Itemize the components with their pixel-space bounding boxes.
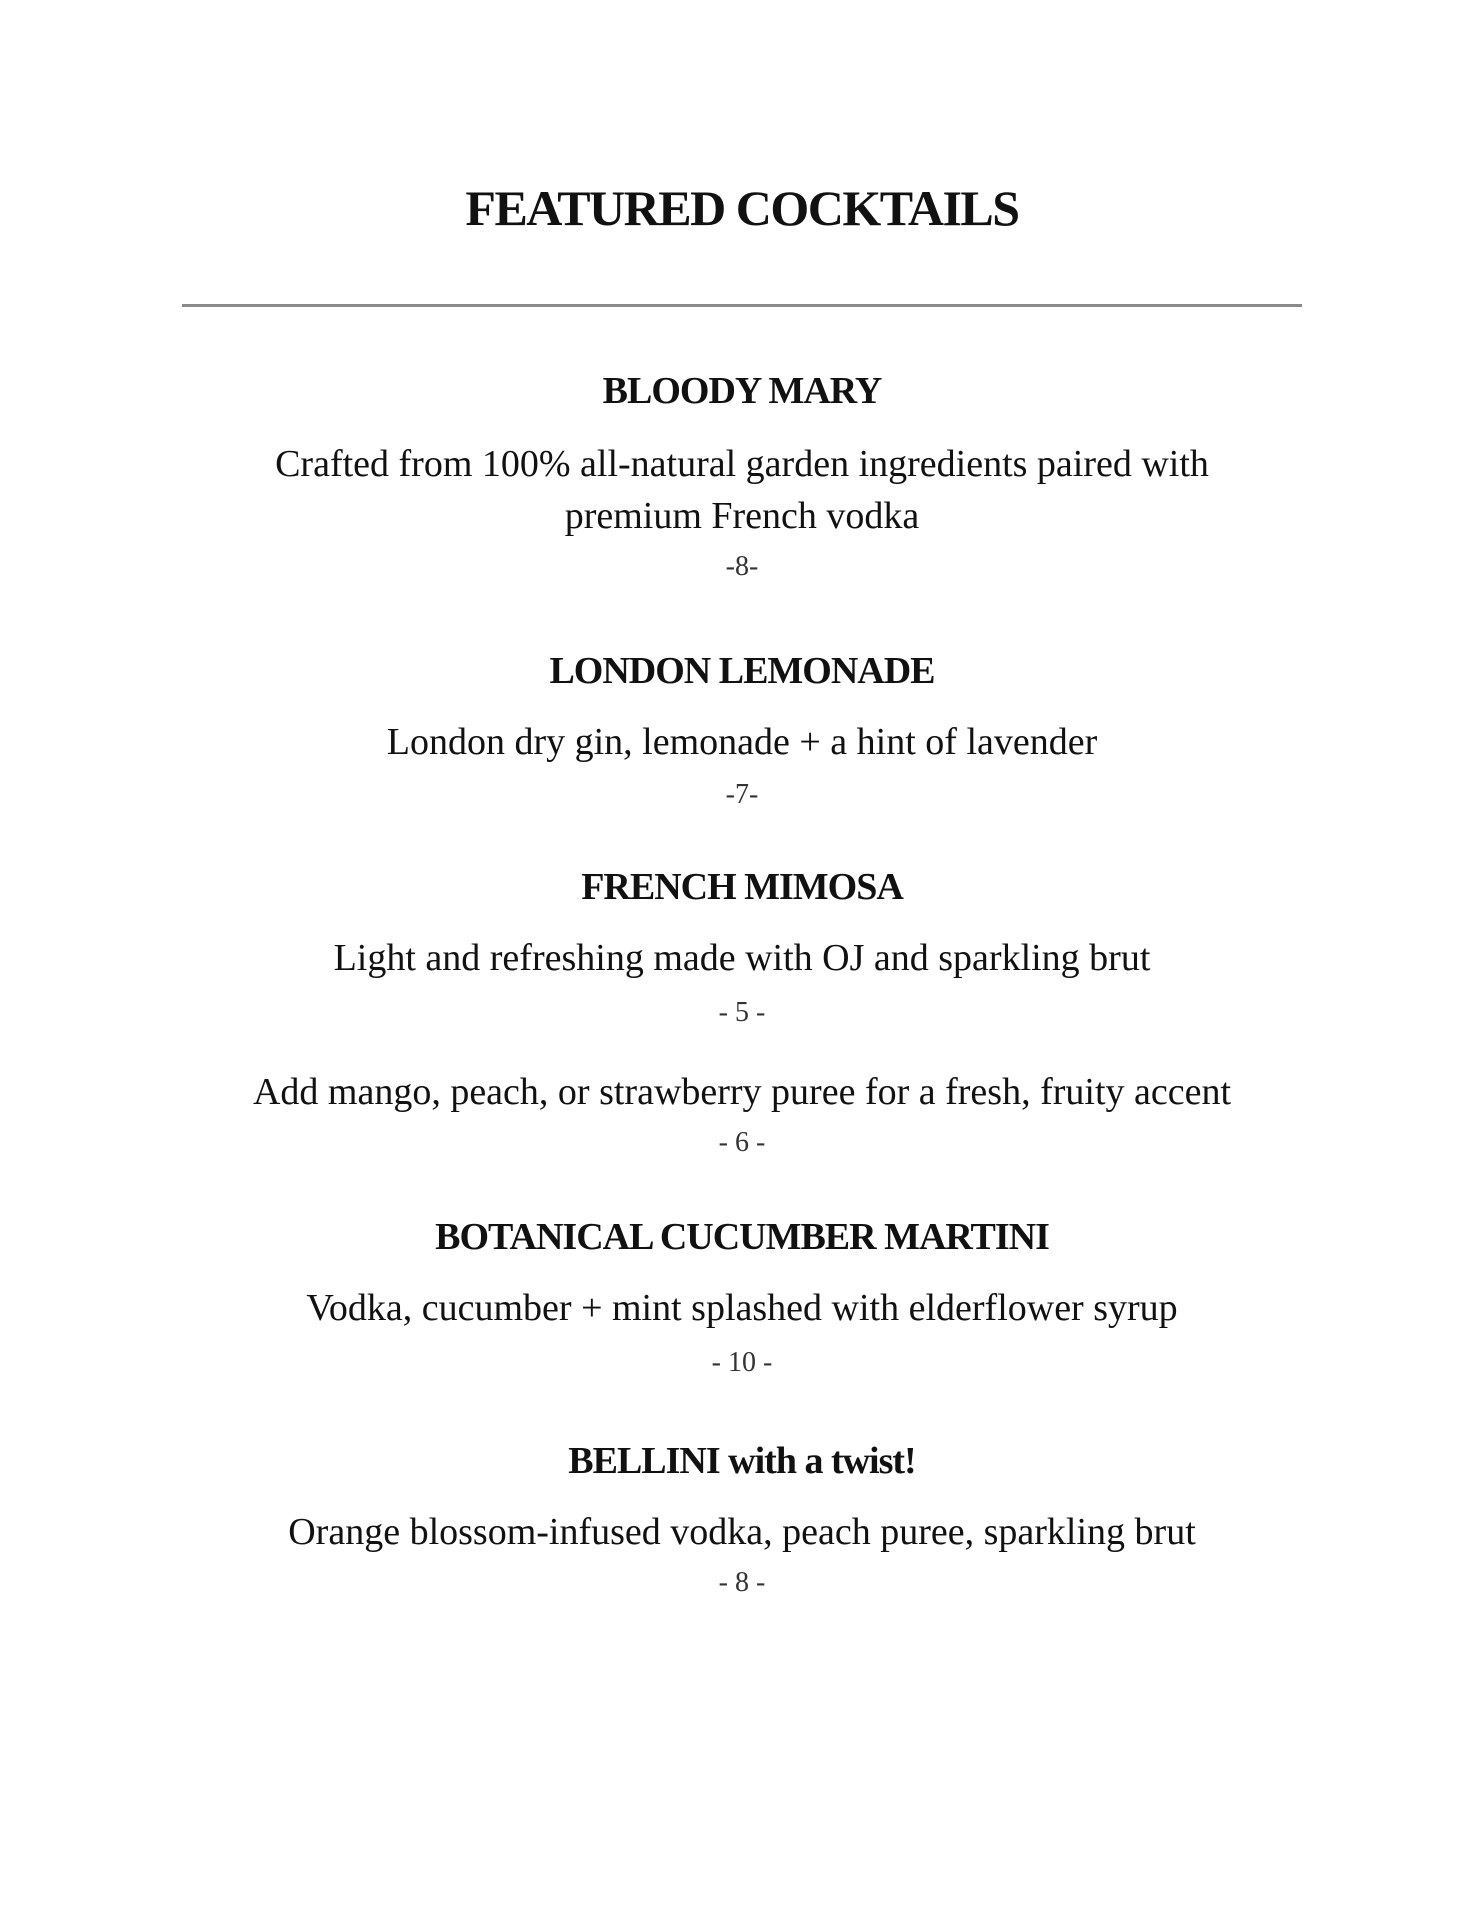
item-price-bellini: - 8 - bbox=[718, 1567, 766, 1598]
item-addon-description-french-mimosa: Add mango, peach, or strawberry puree for a fresh, fruity accent bbox=[252, 1071, 1232, 1113]
item-description-french-mimosa: Light and refreshing made with OJ and sparkling brut bbox=[333, 937, 1151, 979]
item-name-french-mimosa: FRENCH MIMOSA bbox=[581, 866, 903, 908]
item-description-bellini: Orange blossom-infused vodka, peach puree, sparkling brut bbox=[288, 1511, 1196, 1553]
item-name-london-lemonade: LONDON LEMONADE bbox=[549, 650, 935, 692]
item-description-bloody-mary-line1: Crafted from 100% all-natural garden ingredients paired with bbox=[275, 443, 1209, 485]
item-name-bellini: BELLINI with a twist! bbox=[568, 1440, 916, 1482]
item-name-bloody-mary: BLOODY MARY bbox=[602, 370, 882, 412]
item-price-london-lemonade: -7- bbox=[725, 779, 759, 810]
menu-title: FEATURED COCKTAILS bbox=[465, 180, 1019, 236]
item-name-botanical-cucumber-martini: BOTANICAL CUCUMBER MARTINI bbox=[435, 1216, 1049, 1258]
item-addon-price-french-mimosa: - 6 - bbox=[718, 1127, 766, 1158]
item-description-bloody-mary-line2: premium French vodka bbox=[564, 495, 920, 537]
title-divider bbox=[182, 304, 1302, 307]
item-price-bloody-mary: -8- bbox=[725, 551, 759, 582]
item-price-botanical-cucumber-martini: - 10 - bbox=[711, 1347, 773, 1378]
item-description-botanical-cucumber-martini: Vodka, cucumber + mint splashed with elderflower syrup bbox=[306, 1287, 1178, 1329]
item-description-london-lemonade: London dry gin, lemonade + a hint of lavender bbox=[386, 721, 1098, 763]
item-price-french-mimosa: - 5 - bbox=[718, 997, 766, 1028]
